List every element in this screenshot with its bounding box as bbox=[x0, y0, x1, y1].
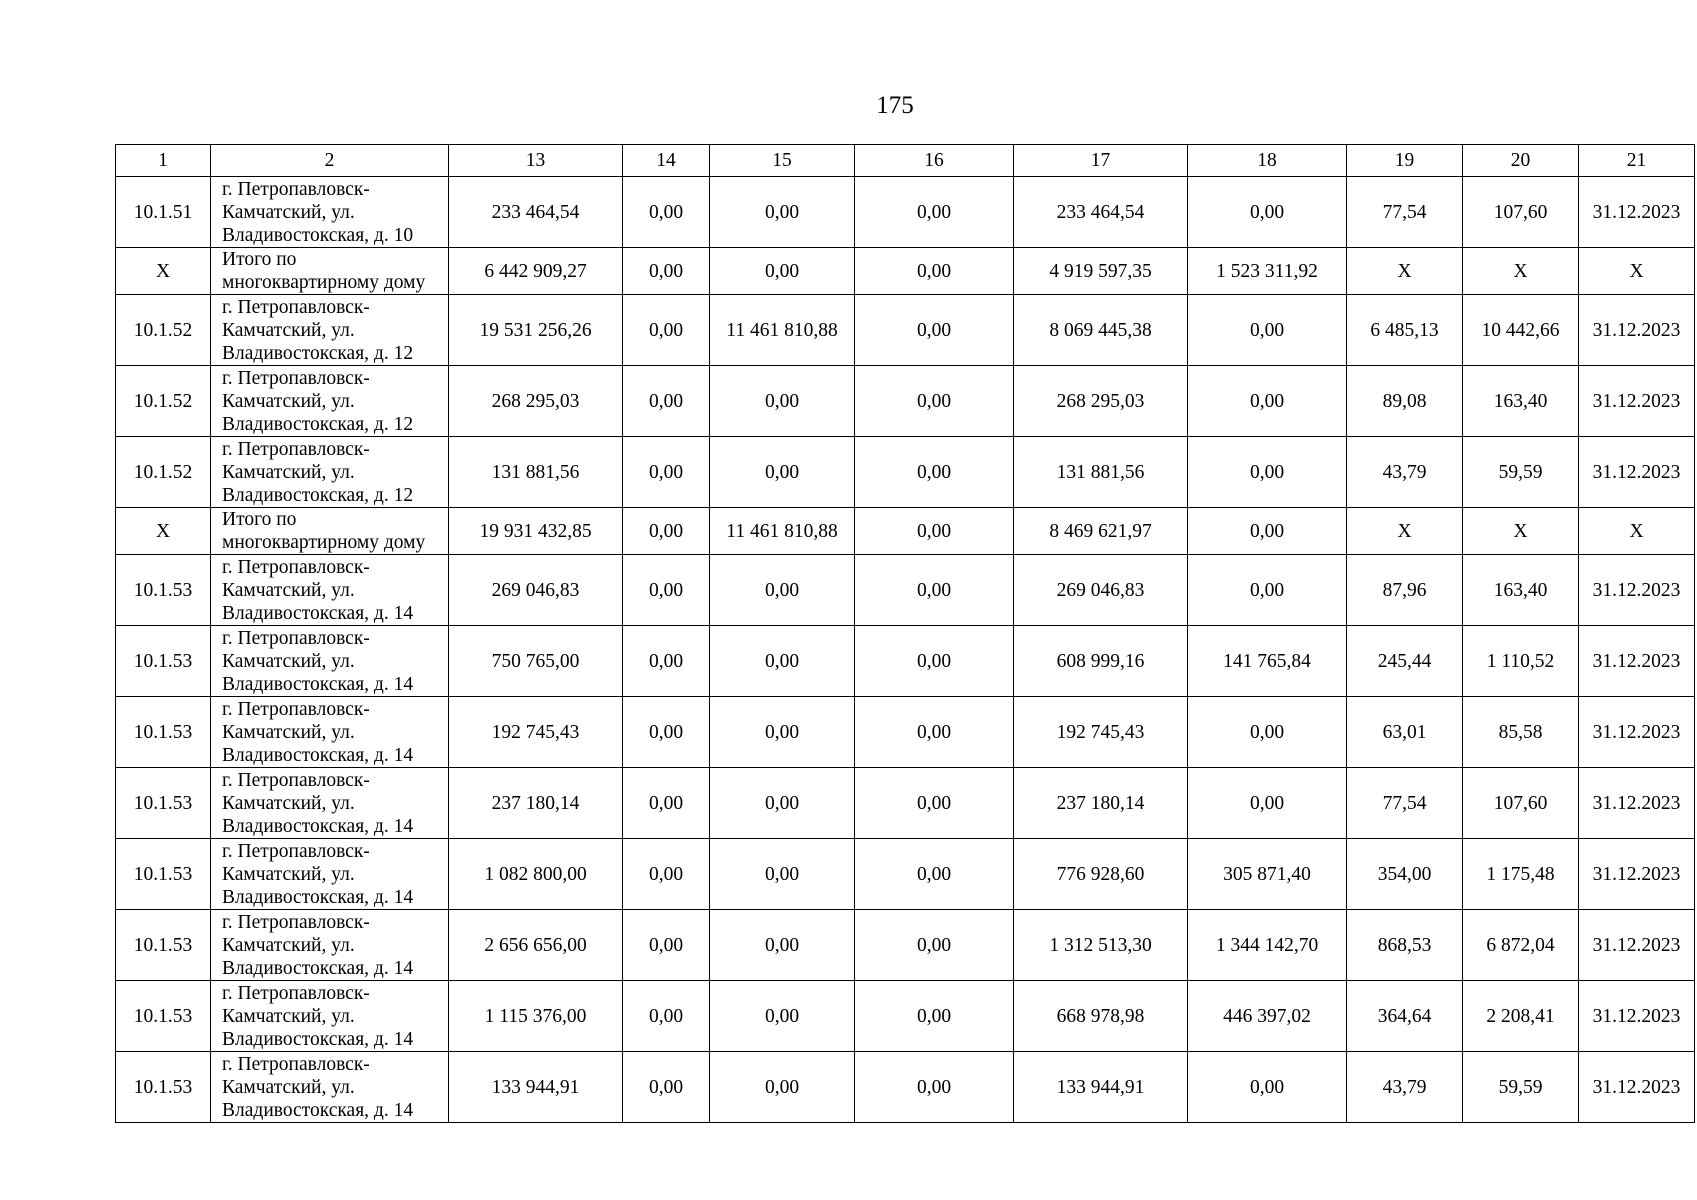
amount-col17-cell: 8 069 445,38 bbox=[1014, 295, 1188, 366]
amount-col18-cell: 0,00 bbox=[1188, 768, 1347, 839]
amount-col17-cell: 131 881,56 bbox=[1014, 437, 1188, 508]
amount-col15-cell: 0,00 bbox=[710, 626, 855, 697]
address-line: Камчатский, ул. bbox=[222, 792, 355, 814]
address-line: г. Петропавловск- bbox=[222, 840, 370, 862]
address-line: многоквартирному дому bbox=[222, 532, 426, 553]
amount-col17-cell: 133 944,91 bbox=[1014, 1052, 1188, 1123]
header-row bbox=[116, 145, 1695, 177]
amount-col15-cell: 0,00 bbox=[710, 555, 855, 626]
address-cell bbox=[211, 839, 449, 910]
value-col19-cell: 868,53 bbox=[1347, 910, 1463, 981]
amount-col14-cell: 0,00 bbox=[623, 768, 710, 839]
address-line: Камчатский, ул. bbox=[222, 390, 355, 412]
value-col20-cell: Х bbox=[1463, 248, 1579, 295]
row-number-cell: 10.1.53 bbox=[116, 697, 211, 768]
table-row bbox=[116, 437, 1695, 508]
address-line: Камчатский, ул. bbox=[222, 319, 355, 341]
address-line: г. Петропавловск- bbox=[222, 698, 370, 720]
address-line: Владивостокская, д. 10 bbox=[222, 224, 414, 246]
amount-col14-cell: 0,00 bbox=[623, 1052, 710, 1123]
column-header: 21 bbox=[1579, 145, 1695, 177]
amount-col16-cell: 0,00 bbox=[855, 697, 1014, 768]
amount-col16-cell: 0,00 bbox=[855, 248, 1014, 295]
address-line: Камчатский, ул. bbox=[222, 1076, 355, 1098]
column-header: 14 bbox=[623, 145, 710, 177]
amount-col15-cell: 0,00 bbox=[710, 437, 855, 508]
column-header: 13 bbox=[449, 145, 623, 177]
amount-col16-cell: 0,00 bbox=[855, 555, 1014, 626]
date-cell: 31.12.2023 bbox=[1579, 910, 1695, 981]
address-line: Владивостокская, д. 14 bbox=[222, 673, 414, 695]
address-cell bbox=[211, 697, 449, 768]
date-cell: 31.12.2023 bbox=[1579, 768, 1695, 839]
amount-total-cell: 269 046,83 bbox=[449, 555, 623, 626]
address-cell bbox=[211, 626, 449, 697]
table-row bbox=[116, 1052, 1695, 1123]
address-cell bbox=[211, 366, 449, 437]
value-col20-cell: 107,60 bbox=[1463, 768, 1579, 839]
amount-total-cell: 6 442 909,27 bbox=[449, 248, 623, 295]
amount-total-cell: 131 881,56 bbox=[449, 437, 623, 508]
date-cell: 31.12.2023 bbox=[1579, 1052, 1695, 1123]
amount-col17-cell: 1 312 513,30 bbox=[1014, 910, 1188, 981]
address-line: г. Петропавловск- bbox=[222, 982, 370, 1004]
amount-col16-cell: 0,00 bbox=[855, 981, 1014, 1052]
amount-col16-cell: 0,00 bbox=[855, 366, 1014, 437]
date-cell: 31.12.2023 bbox=[1579, 177, 1695, 248]
column-header: 16 bbox=[855, 145, 1014, 177]
column-header: 2 bbox=[211, 145, 449, 177]
amount-total-cell: 1 082 800,00 bbox=[449, 839, 623, 910]
table-row bbox=[116, 366, 1695, 437]
amount-col16-cell: 0,00 bbox=[855, 177, 1014, 248]
table-row bbox=[116, 555, 1695, 626]
row-number-cell: 10.1.53 bbox=[116, 981, 211, 1052]
address-cell bbox=[211, 177, 449, 248]
table-row bbox=[116, 768, 1695, 839]
amount-col17-cell: 8 469 621,97 bbox=[1014, 508, 1188, 555]
amount-col15-cell: 0,00 bbox=[710, 910, 855, 981]
table-row bbox=[116, 697, 1695, 768]
amount-col18-cell: 0,00 bbox=[1188, 437, 1347, 508]
date-cell: 31.12.2023 bbox=[1579, 697, 1695, 768]
amount-total-cell: 19 931 432,85 bbox=[449, 508, 623, 555]
address-line: Владивостокская, д. 14 bbox=[222, 1099, 414, 1121]
amount-col18-cell: 1 523 311,92 bbox=[1188, 248, 1347, 295]
address-line: г. Петропавловск- bbox=[222, 178, 370, 200]
address-line: Камчатский, ул. bbox=[222, 579, 355, 601]
amount-col16-cell: 0,00 bbox=[855, 437, 1014, 508]
column-header: 17 bbox=[1014, 145, 1188, 177]
amount-col17-cell: 608 999,16 bbox=[1014, 626, 1188, 697]
amount-col17-cell: 4 919 597,35 bbox=[1014, 248, 1188, 295]
value-col19-cell: 6 485,13 bbox=[1347, 295, 1463, 366]
amount-total-cell: 192 745,43 bbox=[449, 697, 623, 768]
value-col20-cell: 163,40 bbox=[1463, 555, 1579, 626]
table-row bbox=[116, 295, 1695, 366]
address-line: г. Петропавловск- bbox=[222, 911, 370, 933]
amount-col15-cell: 0,00 bbox=[710, 248, 855, 295]
amount-col18-cell: 1 344 142,70 bbox=[1188, 910, 1347, 981]
amount-col17-cell: 776 928,60 bbox=[1014, 839, 1188, 910]
amount-col14-cell: 0,00 bbox=[623, 508, 710, 555]
amount-col14-cell: 0,00 bbox=[623, 910, 710, 981]
amount-col17-cell: 268 295,03 bbox=[1014, 366, 1188, 437]
amount-col18-cell: 141 765,84 bbox=[1188, 626, 1347, 697]
address-line: Владивостокская, д. 14 bbox=[222, 1028, 414, 1050]
address-line: Камчатский, ул. bbox=[222, 650, 355, 672]
amount-col15-cell: 0,00 bbox=[710, 1052, 855, 1123]
row-number-cell: Х bbox=[116, 508, 211, 555]
amount-col14-cell: 0,00 bbox=[623, 839, 710, 910]
address-line: г. Петропавловск- bbox=[222, 556, 370, 578]
amount-col18-cell: 0,00 bbox=[1188, 508, 1347, 555]
value-col20-cell: 85,58 bbox=[1463, 697, 1579, 768]
address-cell bbox=[211, 248, 449, 295]
address-line: г. Петропавловск- bbox=[222, 627, 370, 649]
row-number-cell: 10.1.53 bbox=[116, 1052, 211, 1123]
row-number-cell: 10.1.53 bbox=[116, 626, 211, 697]
value-col20-cell: 163,40 bbox=[1463, 366, 1579, 437]
date-cell: 31.12.2023 bbox=[1579, 626, 1695, 697]
amount-col18-cell: 0,00 bbox=[1188, 177, 1347, 248]
amount-col17-cell: 192 745,43 bbox=[1014, 697, 1188, 768]
amount-col16-cell: 0,00 bbox=[855, 295, 1014, 366]
table-row bbox=[116, 508, 1695, 555]
value-col19-cell: 245,44 bbox=[1347, 626, 1463, 697]
amount-col16-cell: 0,00 bbox=[855, 910, 1014, 981]
amount-col14-cell: 0,00 bbox=[623, 295, 710, 366]
amount-col15-cell: 11 461 810,88 bbox=[710, 295, 855, 366]
amount-col15-cell: 0,00 bbox=[710, 366, 855, 437]
amount-col14-cell: 0,00 bbox=[623, 555, 710, 626]
address-line: Итого по bbox=[222, 249, 297, 270]
value-col19-cell: 364,64 bbox=[1347, 981, 1463, 1052]
amount-col18-cell: 0,00 bbox=[1188, 1052, 1347, 1123]
table-body bbox=[116, 177, 1695, 1123]
address-cell bbox=[211, 981, 449, 1052]
row-number-cell: 10.1.53 bbox=[116, 768, 211, 839]
amount-col15-cell: 0,00 bbox=[710, 768, 855, 839]
amount-col18-cell: 305 871,40 bbox=[1188, 839, 1347, 910]
value-col19-cell: 43,79 bbox=[1347, 1052, 1463, 1123]
row-number-cell: 10.1.51 bbox=[116, 177, 211, 248]
address-line: Владивостокская, д. 14 bbox=[222, 602, 414, 624]
value-col20-cell: Х bbox=[1463, 508, 1579, 555]
amount-total-cell: 1 115 376,00 bbox=[449, 981, 623, 1052]
row-number-cell: 10.1.53 bbox=[116, 839, 211, 910]
amount-col18-cell: 446 397,02 bbox=[1188, 981, 1347, 1052]
date-cell: 31.12.2023 bbox=[1579, 295, 1695, 366]
value-col19-cell: 77,54 bbox=[1347, 768, 1463, 839]
date-cell: 31.12.2023 bbox=[1579, 839, 1695, 910]
address-line: Камчатский, ул. bbox=[222, 201, 355, 223]
address-line: Камчатский, ул. bbox=[222, 934, 355, 956]
amount-col14-cell: 0,00 bbox=[623, 366, 710, 437]
table-row bbox=[116, 177, 1695, 248]
address-cell bbox=[211, 1052, 449, 1123]
address-cell bbox=[211, 910, 449, 981]
value-col19-cell: Х bbox=[1347, 508, 1463, 555]
date-cell: Х bbox=[1579, 508, 1695, 555]
column-header: 20 bbox=[1463, 145, 1579, 177]
row-number-cell: 10.1.52 bbox=[116, 437, 211, 508]
column-header: 1 bbox=[116, 145, 211, 177]
table-row bbox=[116, 626, 1695, 697]
value-col20-cell: 2 208,41 bbox=[1463, 981, 1579, 1052]
address-cell bbox=[211, 437, 449, 508]
address-cell bbox=[211, 555, 449, 626]
value-col19-cell: 43,79 bbox=[1347, 437, 1463, 508]
row-number-cell: 10.1.53 bbox=[116, 555, 211, 626]
amount-col14-cell: 0,00 bbox=[623, 626, 710, 697]
page-number: 175 bbox=[876, 92, 914, 119]
amount-col14-cell: 0,00 bbox=[623, 981, 710, 1052]
amount-col14-cell: 0,00 bbox=[623, 177, 710, 248]
row-number-cell: 10.1.52 bbox=[116, 295, 211, 366]
address-line: г. Петропавловск- bbox=[222, 296, 370, 318]
value-col19-cell: 87,96 bbox=[1347, 555, 1463, 626]
row-number-cell: Х bbox=[116, 248, 211, 295]
amount-total-cell: 133 944,91 bbox=[449, 1052, 623, 1123]
address-line: г. Петропавловск- bbox=[222, 367, 370, 389]
address-line: Владивостокская, д. 12 bbox=[222, 484, 414, 506]
amount-col18-cell: 0,00 bbox=[1188, 697, 1347, 768]
row-number-cell: 10.1.53 bbox=[116, 910, 211, 981]
amount-col17-cell: 269 046,83 bbox=[1014, 555, 1188, 626]
address-line: многоквартирному дому bbox=[222, 272, 426, 293]
amount-total-cell: 268 295,03 bbox=[449, 366, 623, 437]
data-table bbox=[115, 144, 1695, 1123]
address-line: Владивостокская, д. 14 bbox=[222, 886, 414, 908]
date-cell: 31.12.2023 bbox=[1579, 366, 1695, 437]
amount-col16-cell: 0,00 bbox=[855, 839, 1014, 910]
value-col20-cell: 10 442,66 bbox=[1463, 295, 1579, 366]
amount-total-cell: 233 464,54 bbox=[449, 177, 623, 248]
value-col19-cell: 354,00 bbox=[1347, 839, 1463, 910]
amount-total-cell: 237 180,14 bbox=[449, 768, 623, 839]
value-col20-cell: 6 872,04 bbox=[1463, 910, 1579, 981]
table-row bbox=[116, 981, 1695, 1052]
address-line: Владивостокская, д. 14 bbox=[222, 957, 414, 979]
amount-col16-cell: 0,00 bbox=[855, 768, 1014, 839]
date-cell: 31.12.2023 bbox=[1579, 981, 1695, 1052]
date-cell: Х bbox=[1579, 248, 1695, 295]
date-cell: 31.12.2023 bbox=[1579, 437, 1695, 508]
amount-total-cell: 750 765,00 bbox=[449, 626, 623, 697]
address-cell bbox=[211, 295, 449, 366]
amount-col14-cell: 0,00 bbox=[623, 697, 710, 768]
amount-col17-cell: 233 464,54 bbox=[1014, 177, 1188, 248]
table-row bbox=[116, 839, 1695, 910]
amount-col16-cell: 0,00 bbox=[855, 508, 1014, 555]
address-line: г. Петропавловск- bbox=[222, 1053, 370, 1075]
amount-col18-cell: 0,00 bbox=[1188, 555, 1347, 626]
column-header: 15 bbox=[710, 145, 855, 177]
value-col20-cell: 107,60 bbox=[1463, 177, 1579, 248]
address-line: Камчатский, ул. bbox=[222, 863, 355, 885]
value-col19-cell: Х bbox=[1347, 248, 1463, 295]
address-line: Владивостокская, д. 12 bbox=[222, 413, 414, 435]
table-row bbox=[116, 248, 1695, 295]
amount-col14-cell: 0,00 bbox=[623, 248, 710, 295]
value-col20-cell: 59,59 bbox=[1463, 437, 1579, 508]
table-row bbox=[116, 910, 1695, 981]
amount-col14-cell: 0,00 bbox=[623, 437, 710, 508]
address-line: Камчатский, ул. bbox=[222, 461, 355, 483]
address-line: Итого по bbox=[222, 509, 297, 530]
address-line: Камчатский, ул. bbox=[222, 1005, 355, 1027]
value-col20-cell: 1 175,48 bbox=[1463, 839, 1579, 910]
amount-total-cell: 19 531 256,26 bbox=[449, 295, 623, 366]
address-line: г. Петропавловск- bbox=[222, 769, 370, 791]
address-line: г. Петропавловск- bbox=[222, 438, 370, 460]
address-cell bbox=[211, 768, 449, 839]
amount-col15-cell: 0,00 bbox=[710, 839, 855, 910]
amount-col17-cell: 668 978,98 bbox=[1014, 981, 1188, 1052]
amount-total-cell: 2 656 656,00 bbox=[449, 910, 623, 981]
address-line: Владивостокская, д. 14 bbox=[222, 744, 414, 766]
amount-col15-cell: 11 461 810,88 bbox=[710, 508, 855, 555]
amount-col15-cell: 0,00 bbox=[710, 981, 855, 1052]
amount-col18-cell: 0,00 bbox=[1188, 366, 1347, 437]
amount-col18-cell: 0,00 bbox=[1188, 295, 1347, 366]
address-line: Владивостокская, д. 12 bbox=[222, 342, 414, 364]
column-header: 18 bbox=[1188, 145, 1347, 177]
date-cell: 31.12.2023 bbox=[1579, 555, 1695, 626]
amount-col17-cell: 237 180,14 bbox=[1014, 768, 1188, 839]
row-number-cell: 10.1.52 bbox=[116, 366, 211, 437]
value-col19-cell: 63,01 bbox=[1347, 697, 1463, 768]
address-line: Камчатский, ул. bbox=[222, 721, 355, 743]
amount-col15-cell: 0,00 bbox=[710, 177, 855, 248]
amount-col16-cell: 0,00 bbox=[855, 626, 1014, 697]
value-col20-cell: 59,59 bbox=[1463, 1052, 1579, 1123]
value-col20-cell: 1 110,52 bbox=[1463, 626, 1579, 697]
value-col19-cell: 89,08 bbox=[1347, 366, 1463, 437]
address-cell bbox=[211, 508, 449, 555]
value-col19-cell: 77,54 bbox=[1347, 177, 1463, 248]
amount-col15-cell: 0,00 bbox=[710, 697, 855, 768]
address-line: Владивостокская, д. 14 bbox=[222, 815, 414, 837]
amount-col16-cell: 0,00 bbox=[855, 1052, 1014, 1123]
column-header: 19 bbox=[1347, 145, 1463, 177]
